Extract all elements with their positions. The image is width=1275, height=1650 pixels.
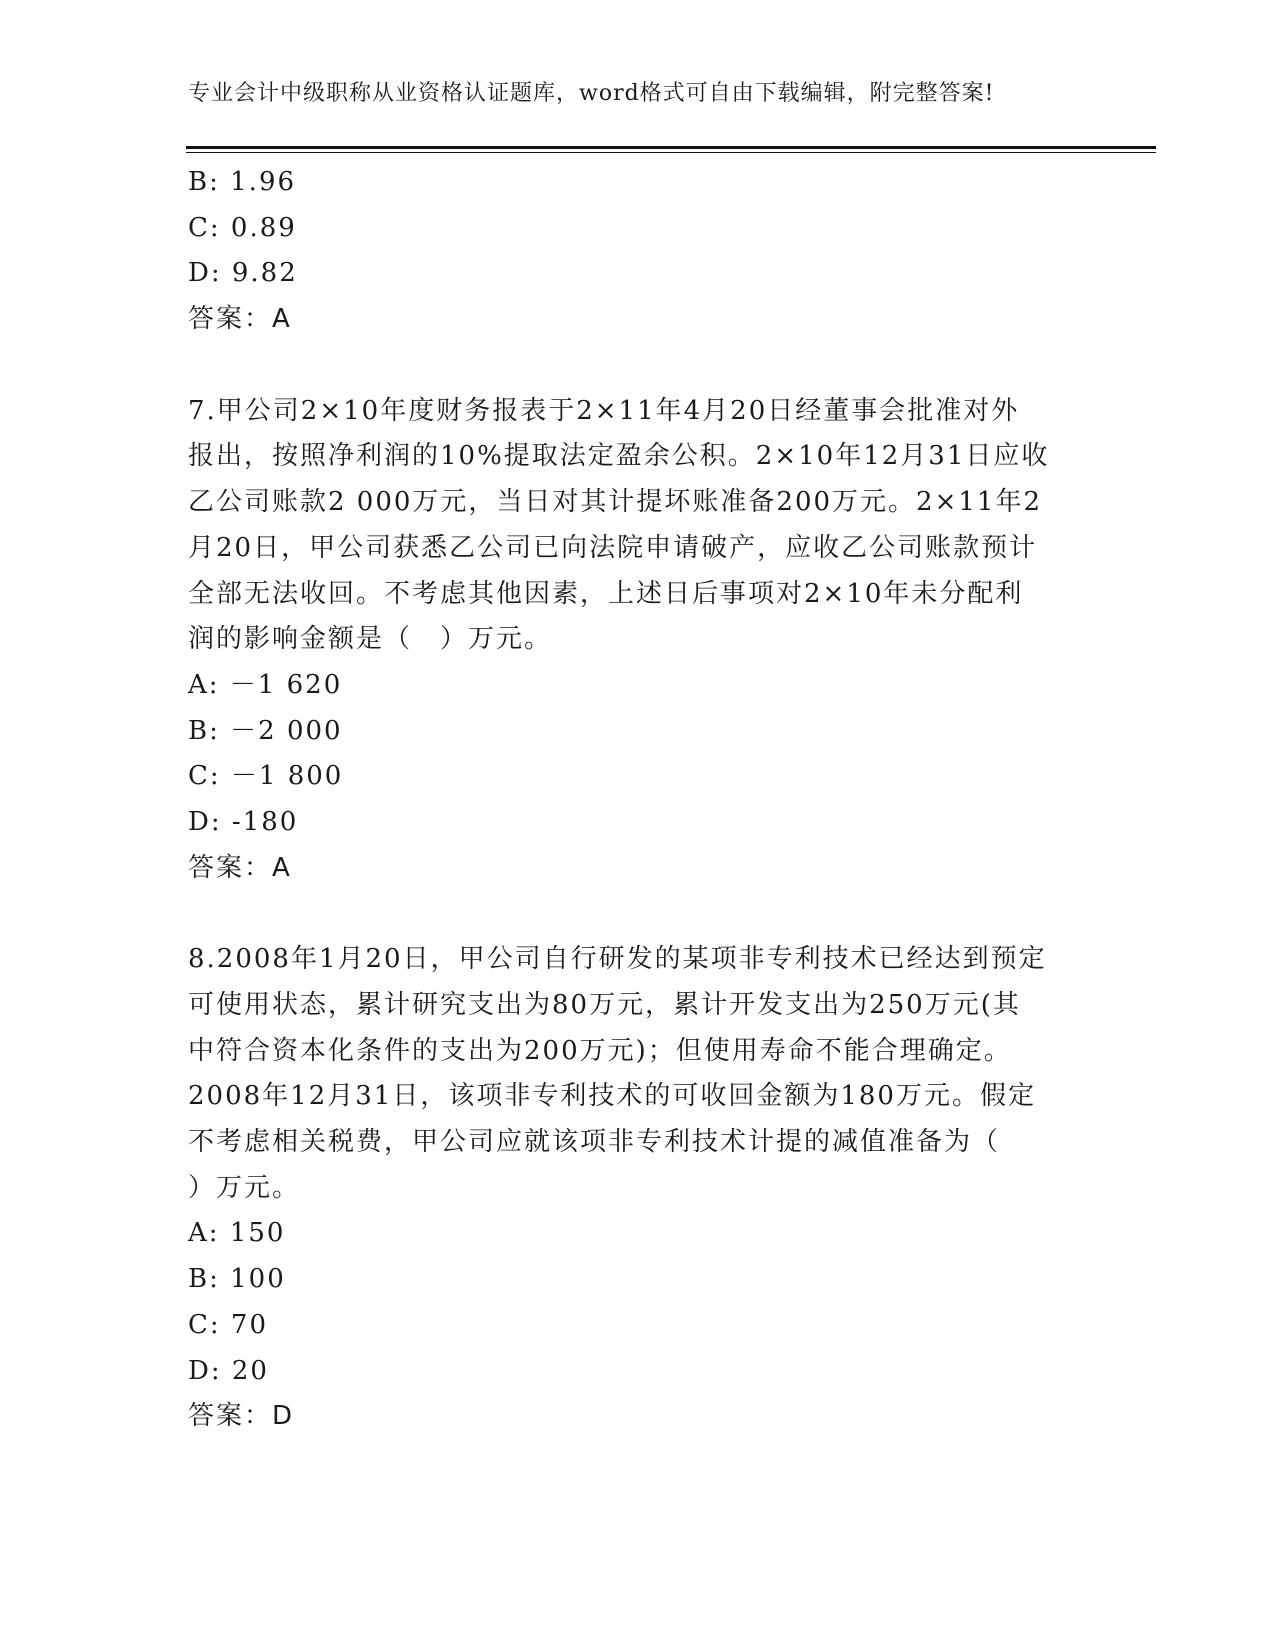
question-8-options xyxy=(188,1211,1088,1394)
option-c: C: －1 800 xyxy=(188,761,344,792)
question-8-line: 2008年12月31日，该项非专利技术的可收回金额为180万元。假定 xyxy=(188,1081,1036,1112)
question-7-line: 润的影响金额是（ ）万元。 xyxy=(188,624,553,655)
option-d: D: 9.82 xyxy=(188,258,298,289)
option-a: A: 150 xyxy=(188,1218,286,1249)
question-gap xyxy=(188,343,1088,389)
question-7-line: 乙公司账款2 000万元，当日对其计提坏账准备200万元。2×11年2 xyxy=(188,487,1043,518)
question-gap xyxy=(188,891,1088,937)
question-7-line: 月20日，甲公司获悉乙公司已向法院申请破产，应收乙公司账款预计 xyxy=(188,532,1038,563)
question-7-options xyxy=(188,663,1088,846)
option-b: B: 1.96 xyxy=(188,167,297,197)
question-6-answer: 答案：A xyxy=(188,304,292,335)
header-rule-thin xyxy=(186,152,1156,153)
question-8-line: 8.2008年1月20日，甲公司自行研发的某项非专利技术已经达到预定 xyxy=(188,944,1047,975)
question-7-line: 全部无法收回。不考虑其他因素，上述日后事项对2×10年未分配利 xyxy=(188,578,1024,609)
question-7-answer: 答案：A xyxy=(188,852,292,883)
question-8-stem xyxy=(188,937,1088,1211)
document-body xyxy=(188,160,1088,1440)
question-8-line: 可使用状态，累计研究支出为80万元，累计开发支出为250万元(其 xyxy=(188,990,1021,1020)
question-6-options xyxy=(188,160,1088,297)
option-b: B: －2 000 xyxy=(188,715,343,746)
question-7-stem xyxy=(188,389,1088,663)
option-d: D: -180 xyxy=(188,806,299,837)
question-7-line: 7.甲公司2×10年度财务报表于2×11年4月20日经董事会批准对外 xyxy=(188,395,1020,426)
question-8-line: 中符合资本化条件的支出为200万元)；但使用寿命不能合理确定。 xyxy=(188,1035,1012,1066)
option-b: B: 100 xyxy=(188,1264,286,1295)
page-header: 专业会计中级职称从业资格认证题库，word格式可自由下载编辑，附完整答案! xyxy=(188,81,995,106)
option-a: A: －1 620 xyxy=(188,669,343,700)
question-8-line: ）万元。 xyxy=(188,1172,301,1203)
option-c: C: 0.89 xyxy=(188,212,297,243)
question-8-line: 不考虑相关税费，甲公司应就该项非专利技术计提的减值准备为（ xyxy=(188,1127,1001,1158)
option-c: C: 70 xyxy=(188,1309,269,1340)
option-d: D: 20 xyxy=(188,1355,269,1386)
header-rule-thick xyxy=(186,146,1156,149)
question-7-line: 报出，按照净利润的10%提取法定盈余公积。2×10年12月31日应收 xyxy=(188,441,1050,472)
question-8-answer: 答案：D xyxy=(188,1401,295,1432)
